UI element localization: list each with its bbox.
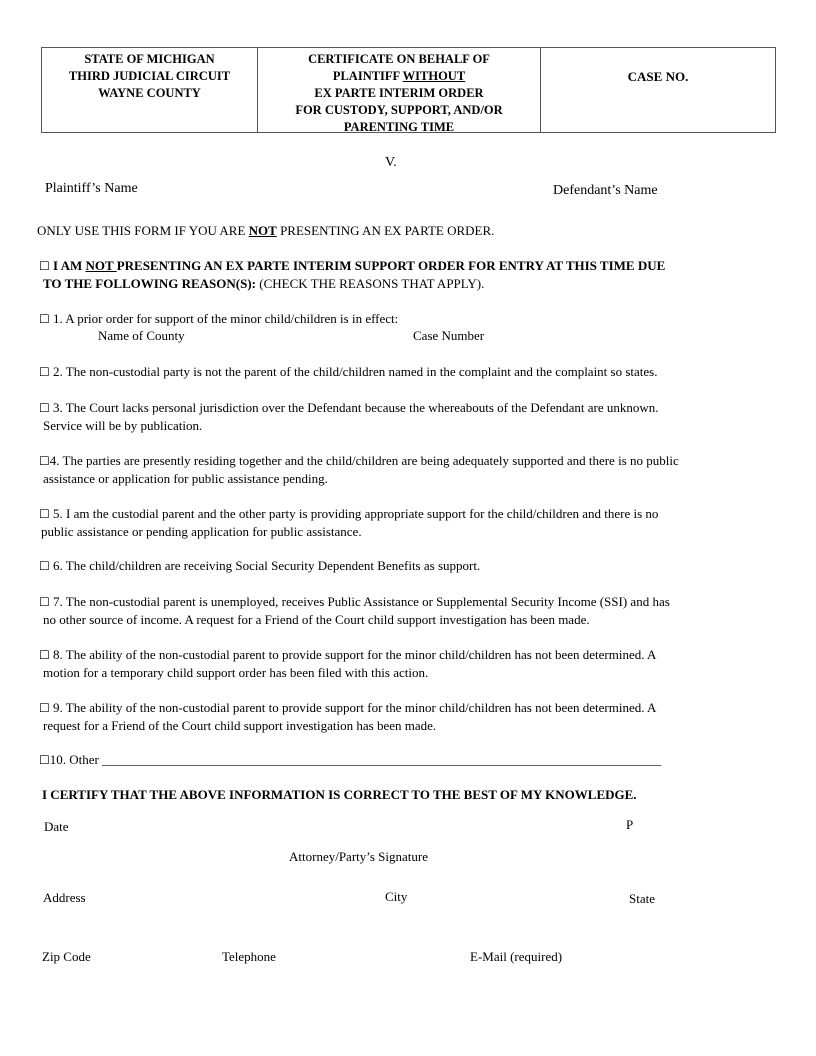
zip-code-label: Zip Code <box>42 949 91 964</box>
reason-7-checkbox[interactable]: ☐ <box>39 595 50 609</box>
reason-10-text: 10. Other <box>49 752 99 767</box>
reason-4-text: 4. The parties are presently residing together and the child/children are being adequately supported and there is no public <box>49 453 679 468</box>
notice-pre: ONLY USE THIS FORM IF YOU ARE <box>37 223 249 238</box>
reason-9-checkbox[interactable]: ☐ <box>39 701 50 715</box>
reason-4 <box>39 452 779 488</box>
reason-10-checkbox[interactable]: ☐ <box>39 753 50 767</box>
other-reason-line[interactable]: ______________________________________________________________________________________ <box>102 752 662 767</box>
title-without: WITHOUT <box>402 69 466 83</box>
reason-9 <box>39 699 779 735</box>
statement-check-instruction: (CHECK THE REASONS THAT APPLY). <box>255 276 485 291</box>
reason-8 <box>39 646 779 682</box>
reason-4-text-2: assistance or application for public assistance pending. <box>43 471 328 486</box>
reason-6 <box>39 557 779 575</box>
reason-2-text: 2. The non-custodial party is not the parent of the child/children named in the complaint and the complaint so states. <box>53 364 658 379</box>
title-line-5: PARENTING TIME <box>343 120 455 134</box>
not-presenting-statement <box>39 257 779 293</box>
reason-8-text-2: motion for a temporary child support order has been filed with this action. <box>43 665 429 680</box>
title-line-1: CERTIFICATE ON BEHALF OF <box>308 52 490 66</box>
caption-table <box>41 47 776 133</box>
reason-1-checkbox[interactable]: ☐ <box>39 312 50 326</box>
reason-7-text-2: no other source of income. A request for a Friend of the Court child support investigation has been made. <box>43 612 590 627</box>
city-label: City <box>385 889 408 904</box>
reason-8-checkbox[interactable]: ☐ <box>39 648 50 662</box>
statement-reasons-label: TO THE FOLLOWING REASON(S): <box>43 276 256 291</box>
reason-3-checkbox[interactable]: ☐ <box>39 401 50 415</box>
statement-line-1 <box>39 257 779 275</box>
email-label: E-Mail (required) <box>470 949 563 964</box>
court-state: STATE OF MICHIGAN <box>84 52 215 66</box>
reason-2-checkbox[interactable]: ☐ <box>39 365 50 379</box>
reason-9-text: 9. The ability of the non-custodial parent to provide support for the minor child/children has not been determined. A <box>53 700 657 715</box>
statement-line-2 <box>39 275 779 293</box>
notice-not: NOT <box>248 223 277 238</box>
p-number-label: P <box>626 817 634 832</box>
reason-10 <box>39 751 779 769</box>
title-line-4: FOR CUSTODY, SUPPORT, AND/OR <box>295 103 503 117</box>
usage-notice <box>37 223 494 239</box>
plaintiff-name-label: Plaintiff’s Name <box>45 181 138 196</box>
reason-3-text: 3. The Court lacks personal jurisdiction over the Defendant because the whereabouts of the Defendant are unknown. <box>53 400 659 415</box>
reason-5-text: 5. I am the custodial parent and the other party is providing appropriate support for the child/children and there is no <box>53 506 659 521</box>
reason-5-checkbox[interactable]: ☐ <box>39 507 50 521</box>
date-label: Date <box>44 819 69 834</box>
form-title-cell <box>258 48 541 132</box>
reason-6-text: 6. The child/children are receiving Social Security Dependent Benefits as support. <box>53 558 481 573</box>
certification-statement: I CERTIFY THAT THE ABOVE INFORMATION IS CORRECT TO THE BEST OF MY KNOWLEDGE. <box>42 787 637 802</box>
state-label: State <box>629 891 655 906</box>
statement-checkbox[interactable]: ☐ <box>39 259 50 273</box>
address-label: Address <box>43 890 86 905</box>
reason-1-text: 1. A prior order for support of the minor child/children is in effect: <box>53 311 399 326</box>
reason-9-text-2: request for a Friend of the Court child support investigation has been made. <box>43 718 437 733</box>
reason-1 <box>39 310 779 328</box>
reason-3-text-2: Service will be by publication. <box>43 418 203 433</box>
reason-8-text: 8. The ability of the non-custodial parent to provide support for the minor child/children has not been determined. A <box>53 647 657 662</box>
signature-label: Attorney/Party’s Signature <box>289 849 429 864</box>
case-number-label: Case Number <box>413 328 485 343</box>
title-line-2 <box>258 68 540 85</box>
court-county: WAYNE COUNTY <box>98 86 201 100</box>
notice-post: PRESENTING AN EX PARTE ORDER. <box>276 223 495 238</box>
county-name-label: Name of County <box>98 328 185 343</box>
statement-not: NOT <box>85 258 117 273</box>
case-no-cell <box>541 48 775 132</box>
statement-pre: I AM <box>49 258 86 273</box>
case-no-label: CASE NO. <box>627 69 689 84</box>
statement-post: PRESENTING AN EX PARTE INTERIM SUPPORT ORDER FOR ENTRY AT THIS TIME DUE <box>116 258 666 273</box>
versus-label: V. <box>385 155 397 170</box>
reason-6-checkbox[interactable]: ☐ <box>39 559 50 573</box>
telephone-label: Telephone <box>222 949 276 964</box>
title-plaintiff: PLAINTIFF <box>332 69 403 83</box>
reason-3 <box>39 399 779 435</box>
reason-2 <box>39 363 779 381</box>
reason-4-checkbox[interactable]: ☐ <box>39 454 50 468</box>
defendant-name-label: Defendant’s Name <box>553 183 658 198</box>
court-cell <box>42 48 258 132</box>
title-line-3: EX PARTE INTERIM ORDER <box>314 86 484 100</box>
reason-7 <box>39 593 779 629</box>
reason-5 <box>39 505 779 541</box>
reason-5-text-2: public assistance or pending application for public assistance. <box>41 524 362 539</box>
court-circuit: THIRD JUDICIAL CIRCUIT <box>68 69 231 83</box>
reason-7-text: 7. The non-custodial parent is unemployed, receives Public Assistance or Supplemental Security Income (SSI) and has <box>53 594 670 609</box>
